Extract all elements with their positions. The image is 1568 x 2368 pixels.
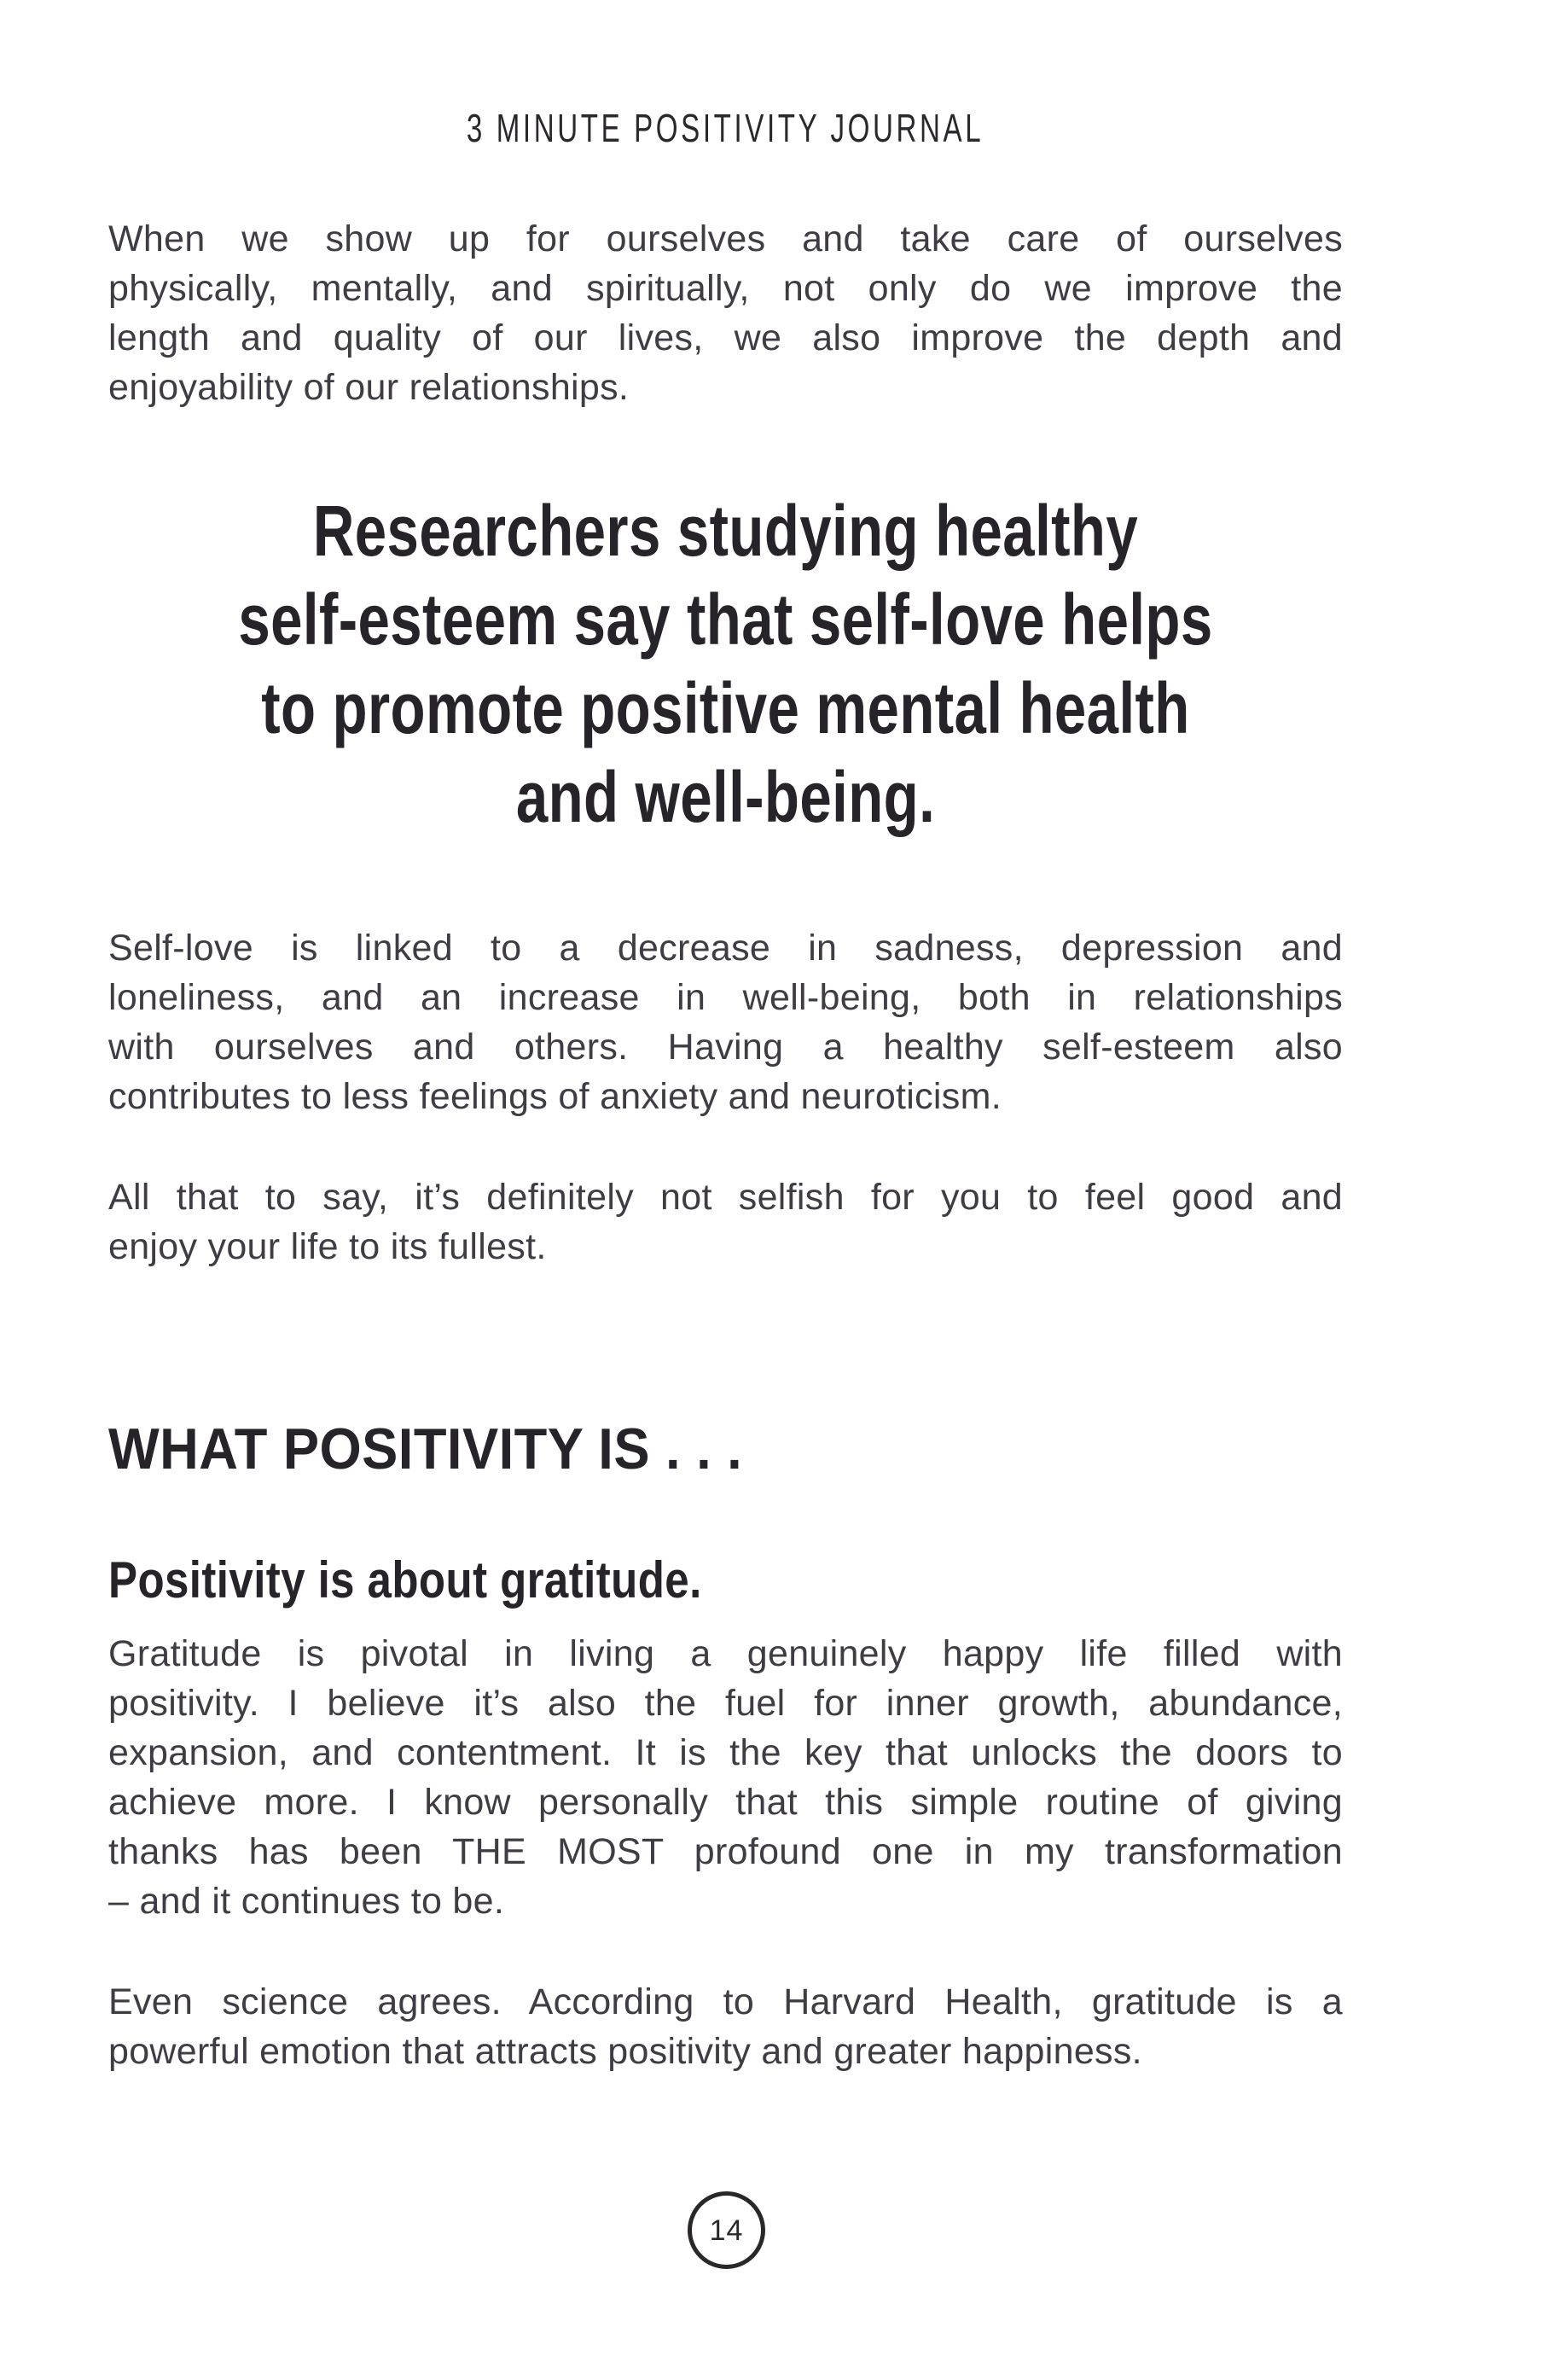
pull-quote	[232, 486, 1220, 841]
paragraph-science	[108, 1977, 1343, 2076]
running-header	[108, 108, 1343, 148]
paragraph-line: physically, mentally, and spiritually, not only do we improve the	[108, 268, 1343, 309]
paragraph-line: When we show up for ourselves and take care of ourselves	[108, 218, 1343, 259]
paragraph-line: enjoyability of our relationships.	[108, 367, 630, 408]
section-heading: WHAT POSITIVITY IS . . .	[108, 1417, 743, 1481]
paragraph-line: expansion, and contentment. It is the key that unlocks the doors to	[108, 1732, 1343, 1773]
paragraph-line: powerful emotion that attracts positivity and greater happiness.	[108, 2031, 1142, 2072]
paragraph-line: achieve more. I know personally that this simple routine of giving	[108, 1782, 1343, 1823]
paragraph-line: with ourselves and others. Having a healthy self-esteem also	[108, 1027, 1343, 1068]
running-header-text: 3 MINUTE POSITIVITY JOURNAL	[467, 106, 984, 150]
pull-quote-line: and well-being.	[515, 757, 936, 837]
paragraph-line: All that to say, it’s definitely not selfish for you to feel good and	[108, 1177, 1343, 1218]
paragraph-line: Even science agrees. According to Harvard Health, gratitude is a	[108, 1981, 1343, 2022]
paragraph-line: loneliness, and an increase in well-being, both in relationships	[108, 977, 1343, 1018]
paragraph-line: Self-love is linked to a decrease in sadness, depression and	[108, 928, 1343, 969]
paragraph-selflove	[108, 923, 1343, 1121]
pull-quote-line: Researchers studying healthy	[312, 491, 1139, 571]
pull-quote-line: self-esteem say that self-love helps	[238, 579, 1213, 660]
paragraph-line: – and it continues to be.	[108, 1881, 505, 1922]
page-number: 14	[709, 2214, 744, 2247]
paragraph-line: length and quality of our lives, we also improve the depth and	[108, 317, 1343, 358]
paragraph-line: enjoy your life to its fullest.	[108, 1226, 547, 1267]
pull-quote-line: to promote positive mental health	[261, 668, 1190, 748]
sub-heading: Positivity is about gratitude.	[108, 1551, 702, 1609]
paragraph-intro	[108, 214, 1343, 412]
paragraph-line: contributes to less feelings of anxiety and neuroticism.	[108, 1076, 1002, 1117]
paragraph-line: thanks has been THE MOST profound one in my transformation	[108, 1831, 1343, 1872]
paragraph-line: positivity. I believe it’s also the fuel for inner growth, abundance,	[108, 1683, 1343, 1724]
paragraph-notselfish	[108, 1172, 1343, 1271]
paragraph-line: Gratitude is pivotal in living a genuinely happy life filled with	[108, 1633, 1343, 1674]
paragraph-gratitude	[108, 1629, 1343, 1926]
page-number-circle	[688, 2191, 765, 2269]
